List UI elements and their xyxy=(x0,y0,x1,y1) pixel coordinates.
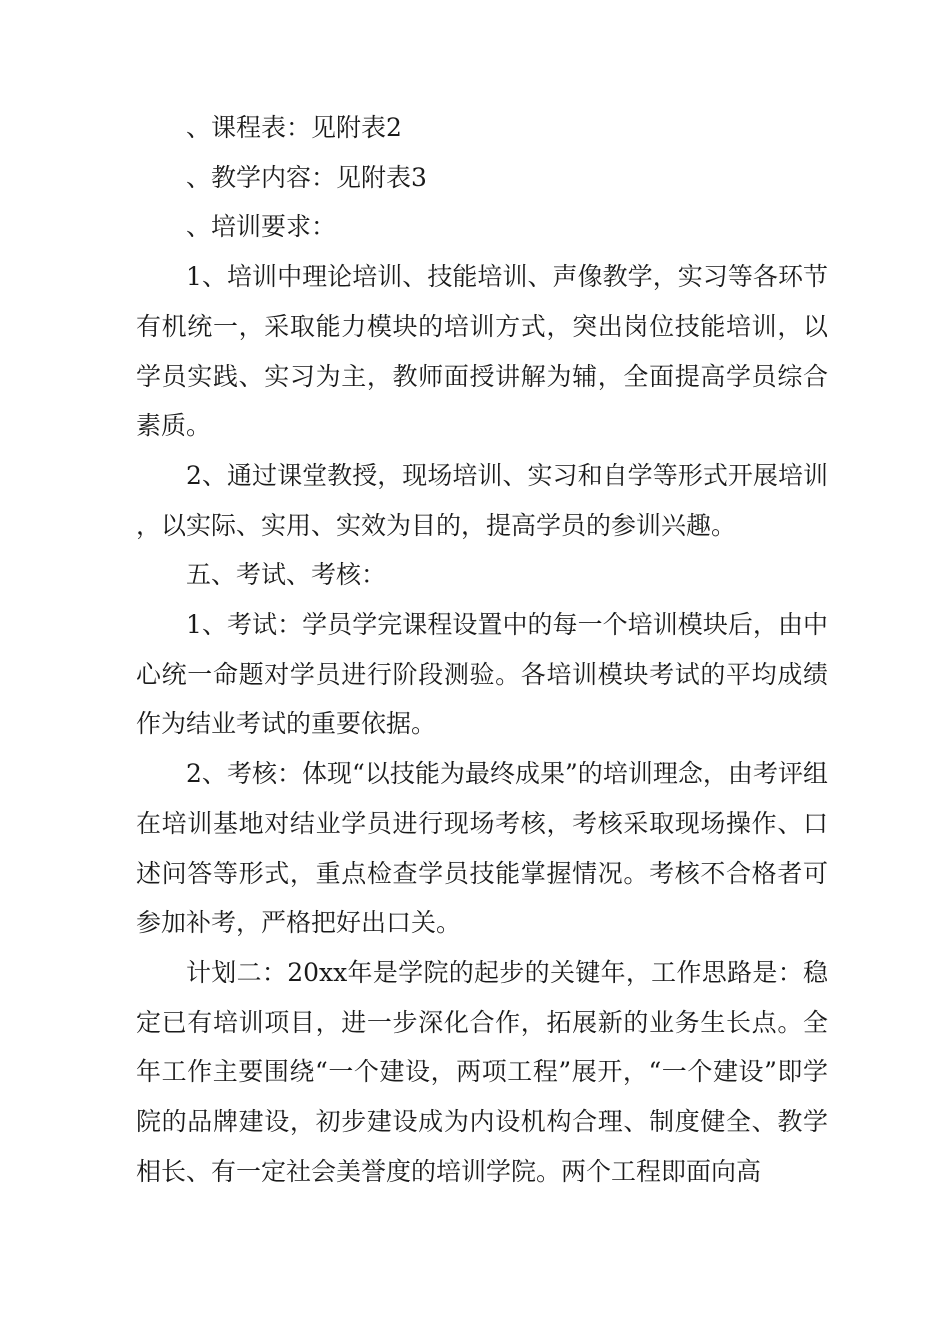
paragraph-teaching-content: 、教学内容：见附表3 xyxy=(186,162,427,192)
paragraph-requirement-2: 2、通过课堂教授，现场培训、实习和自学等形式开展培训，以实际、实用、实效为目的，提高学员的参训兴趣。 xyxy=(136,460,828,540)
paragraph-exam: 1、考试：学员学完课程设置中的每一个培训模块后，由中心统一命题对学员进行阶段测验。各培训模块考试的平均成绩作为结业考试的重要依据。 xyxy=(136,610,828,739)
paragraph-requirement-1: 1、培训中理论培训、技能培训、声像教学，实习等各环节有机统一，采取能力模块的培训方式，突出岗位技能培训，以学员实践、实习为主，教师面授讲解为辅，全面提高学员综合素质。 xyxy=(136,262,828,441)
paragraph-assessment: 2、考核：体现“以技能为最终成果”的培训理念，由考评组在培训基地对结业学员进行现场考核，考核采取现场操作、口述问答等形式，重点检查学员技能掌握情况。考核不合格者可参加补考，严格把好出口关。 xyxy=(136,759,828,938)
document-body xyxy=(136,103,828,1196)
paragraph-training-requirements-heading: 、培训要求： xyxy=(186,212,337,242)
section-heading-exam-assessment: 五、考试、考核： xyxy=(186,560,387,590)
paragraph-schedule: 、课程表：见附表2 xyxy=(186,113,402,142)
paragraph-plan-two: 计划二：20xx年是学院的起步的关键年，工作思路是：稳定已有培训项目，进一步深化合作，拓展新的业务生长点。全年工作主要围绕“一个建设，两项工程”展开，“一个建设”即学院的品牌建设，初步建设成为内设机构合理、制度健全、教学相长、有一定社会美誉度的培训学院。两个工程即面向高 xyxy=(136,957,828,1186)
